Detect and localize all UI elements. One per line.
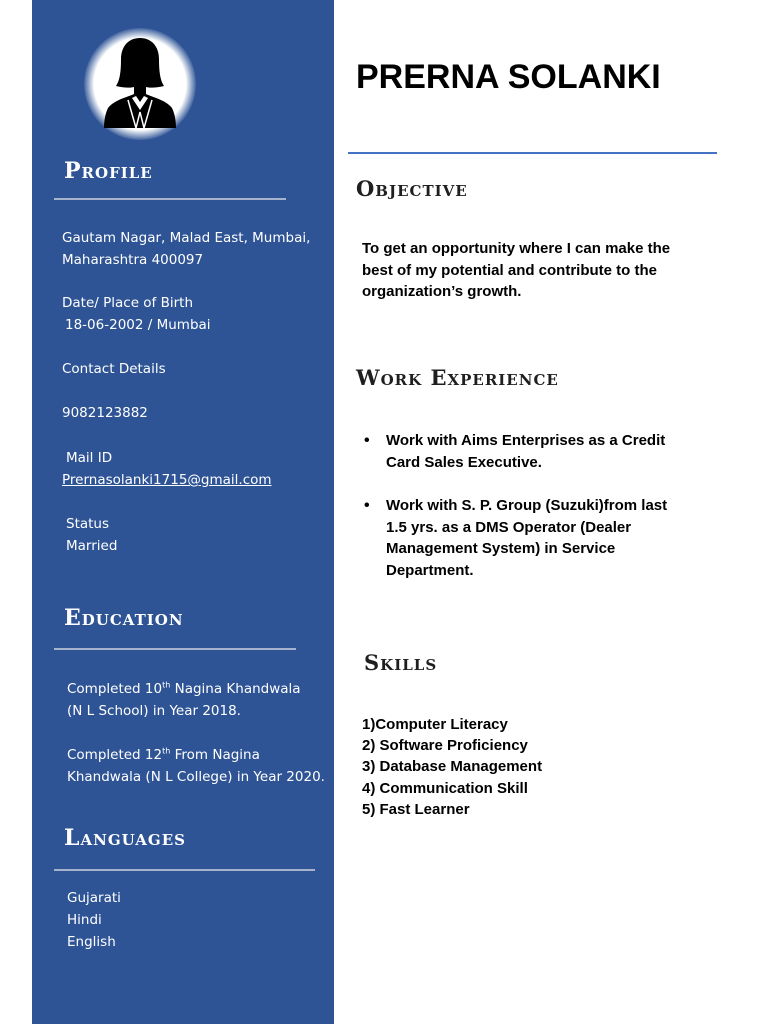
languages-list [67, 887, 121, 953]
work-item-line: Work with S. P. Group (Suzuki)from last [386, 497, 668, 514]
address-line-2: Maharashtra 400097 [62, 252, 204, 268]
avatar [84, 28, 196, 140]
phone-number: 9082123882 [62, 405, 148, 421]
education-item-1-text: Completed 10 [67, 681, 163, 697]
name-divider [348, 152, 717, 154]
education-item-1-sup: th [162, 680, 171, 690]
education-divider [54, 648, 296, 650]
skill-item: 5) Fast Learner [362, 800, 470, 818]
mail [62, 447, 272, 491]
person-icon [84, 28, 196, 140]
skills-list [362, 714, 542, 820]
education-item-2-text-end: From Nagina [170, 747, 260, 763]
education-item-1 [67, 678, 301, 722]
work-item-line: Card Sales Executive. [386, 453, 542, 471]
work-experience-list-2 [364, 495, 667, 581]
list-item [364, 430, 665, 473]
skills-heading: Skills [364, 650, 438, 675]
mail-label: Mail ID [66, 450, 113, 466]
education-item-2-text: Completed 12 [67, 747, 163, 763]
dob-label: Date/ Place of Birth [62, 295, 194, 311]
education-item-2 [67, 744, 325, 788]
work-item-line: 1.5 yrs. as a DMS Operator (Dealer [386, 518, 632, 536]
language-item: English [67, 934, 116, 950]
objective-line: To get an opportunity where I can make the [362, 240, 671, 257]
education-item-1-text-end: Nagina Khandwala [170, 681, 301, 697]
work-item-line: Department. [386, 561, 474, 579]
work-item-line: Management System) in Service [386, 540, 616, 557]
education-item-2-line-2: Khandwala (N L College) in Year 2020. [67, 769, 325, 785]
profile-heading: Profile [64, 158, 153, 184]
language-item: Gujarati [67, 890, 121, 906]
language-item: Hindi [67, 912, 102, 928]
status-label: Status [66, 516, 110, 532]
sidebar [32, 0, 334, 1024]
contact-label: Contact Details [62, 361, 166, 377]
work-experience-list [364, 430, 665, 473]
profile-divider [54, 198, 286, 200]
work-item-line: Work with Aims Enterprises as a Credit [386, 432, 666, 449]
candidate-name: PRERNA SOLANKI [356, 58, 661, 96]
objective-line: organization’s growth. [362, 283, 522, 300]
objective-line: best of my potential and contribute to the [362, 261, 658, 279]
address-line-1: Gautam Nagar, Malad East, Mumbai, [62, 230, 311, 246]
dob-value: 18-06-2002 / Mumbai [65, 317, 211, 333]
education-heading: Education [64, 605, 184, 631]
skill-item: 2) Software Proficiency [362, 737, 528, 755]
languages-divider [54, 869, 315, 871]
education-item-1-line-2: (N L School) in Year 2018. [67, 703, 241, 719]
address [62, 227, 310, 271]
status-value: Married [66, 538, 118, 554]
objective-heading: Objective [356, 176, 468, 201]
dob [62, 292, 211, 336]
skill-item: 3) Database Management [362, 758, 543, 776]
work-experience-heading: Work Experience [356, 365, 559, 390]
skill-item: 4) Communication Skill [362, 779, 528, 797]
education-item-2-sup: th [162, 746, 171, 756]
skill-item: 1)Computer Literacy [362, 716, 508, 733]
list-item [364, 495, 667, 581]
objective-text [362, 238, 670, 303]
status [66, 513, 117, 557]
languages-heading: Languages [64, 825, 186, 851]
email-link[interactable]: Prernasolanki1715@gmail.com [62, 472, 272, 488]
